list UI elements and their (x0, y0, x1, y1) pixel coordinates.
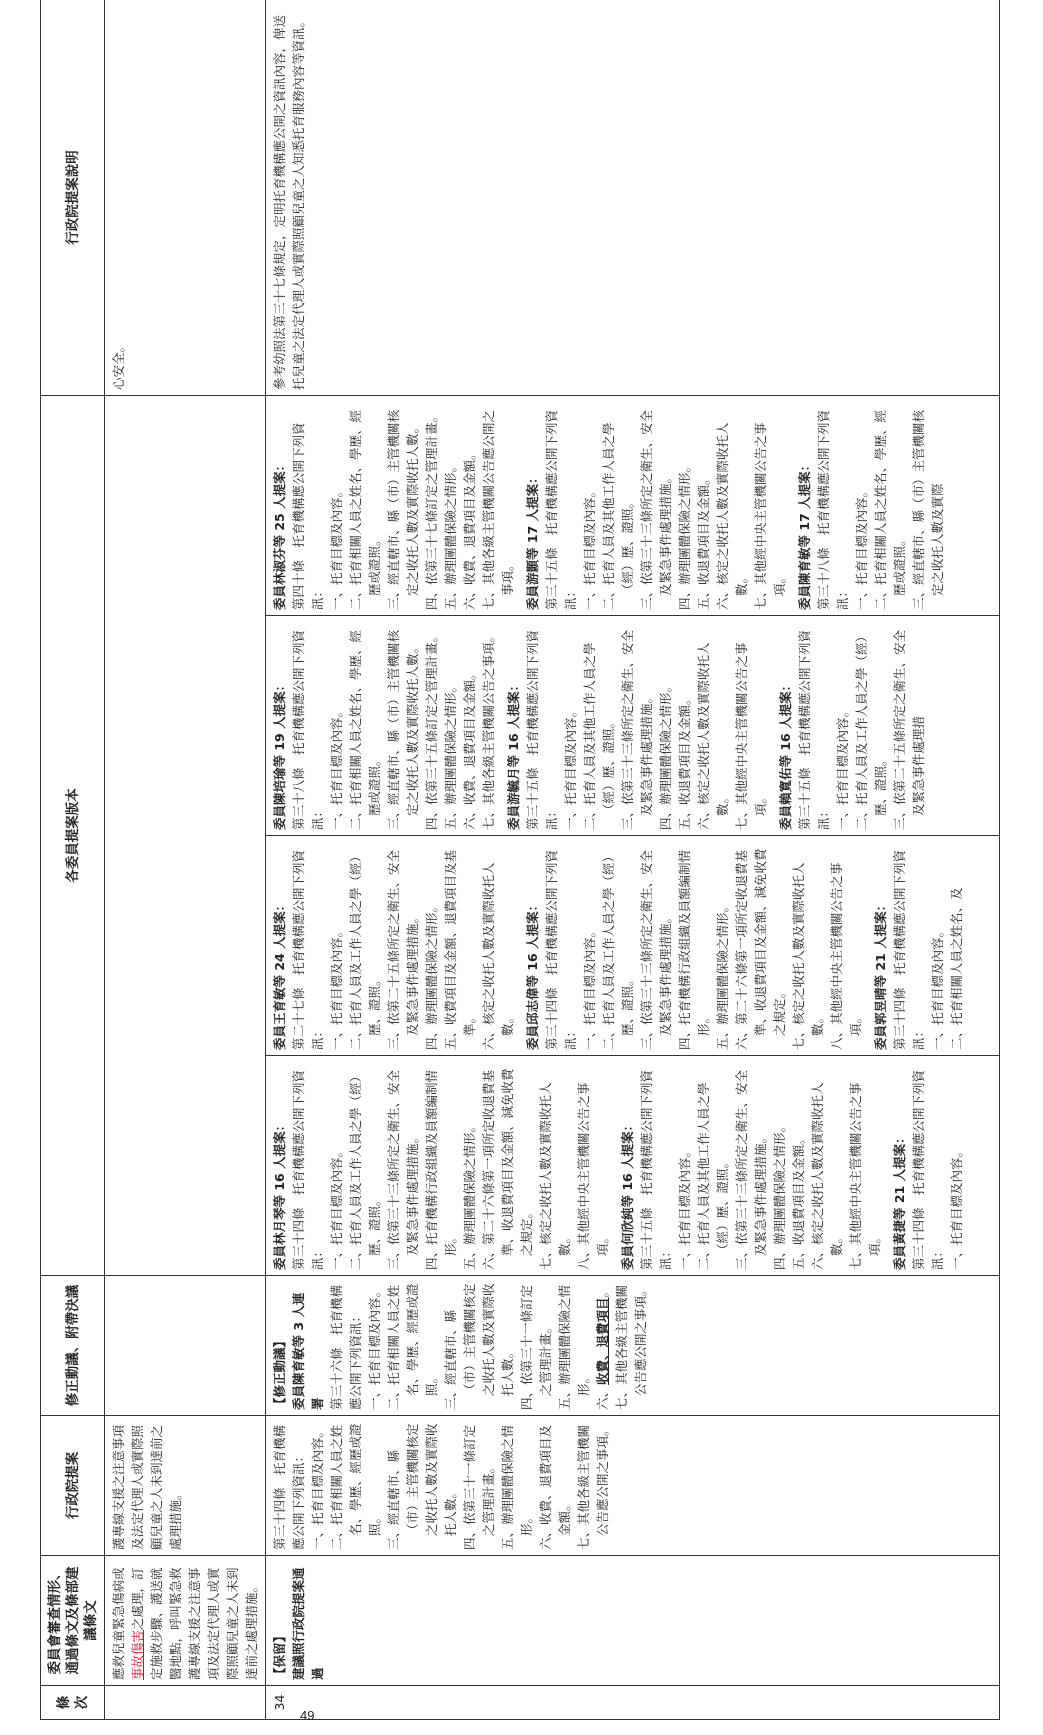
member-drafts-cell (105, 396, 266, 1276)
member-column-content (270, 1061, 966, 1270)
text-line: 三、依第三十三條所定之衛生、安全及緊急事件處理措施。 (734, 1069, 768, 1270)
text-line: 一、托育目標及內容。 (329, 484, 344, 610)
text-line: 六、核定之收托人數及實際收托人數。 (696, 642, 730, 830)
text-line: 一、托育目標及內容。 (835, 704, 850, 830)
text-line: 四、辦理團體保險之情形。 (658, 679, 673, 830)
text-line: 第三十四條 托育機構應公開下列資訊： (544, 849, 578, 1050)
member-proposal (871, 841, 966, 1050)
text-line: 七、核定之收托人數及實際收托人數。 (538, 1082, 572, 1270)
text-line: 六、核定之收托人數及實際收托人數。 (810, 1082, 844, 1270)
text-line: 二、托育人員及其他工作人員之學（經）歷、證照。 (696, 1082, 730, 1270)
reserve-tag: 【保留】 (272, 1629, 287, 1680)
member-proposal (776, 621, 928, 830)
member-proposal-title: 委員王育敏等 24 人提案： (272, 898, 287, 1050)
text-line: 五、辦理團體保險之情形。 (462, 1119, 477, 1270)
text-line: 七、其他經中央主管機關公告之事項。 (734, 642, 768, 830)
article-no-cell (105, 1686, 266, 1720)
text-line: 四、依第三十一條訂定之管理計畫。 (519, 1284, 553, 1410)
text-line: 七、其他經中央主管機關公告之事項。 (848, 1082, 882, 1270)
text-line: 六、收費、退費項目及金額。 (538, 1424, 572, 1550)
header-executive-explanation: 行政院提案說明 (41, 0, 105, 396)
text-line: 第四十條 托育機構應公開下列資訊： (291, 422, 325, 610)
text-line: 五、辦理團體保險之情形。 (557, 1284, 591, 1410)
text-line: 二、托育人員及其他工作人員之學（經）歷、證照。 (582, 642, 616, 830)
text-line: 一、托育目標及內容。 (329, 1144, 344, 1270)
header-committee-review: 委員會審查情形、通過條文及條部建議條文 (41, 1556, 105, 1686)
header-executive-draft: 行政院提案 (41, 1416, 105, 1556)
text-line: 第三十六條 托育機構應公開下列資訊： (329, 1284, 363, 1410)
text-line: 二、托育人員及其他工作人員之學（經）歷、證照。 (601, 422, 635, 610)
member-proposal-title: 委員陳育敏等 17 人提案： (797, 458, 812, 610)
committee-review-cell (266, 1556, 1000, 1686)
member-proposal (270, 1061, 612, 1270)
member-proposal-title: 委員邱志偉等 16 人提案： (525, 898, 540, 1050)
member-proposal-title: 委員林月琴等 16 人提案： (272, 1118, 287, 1270)
member-proposal-title: 委員賴寬佑等 16 人提案： (778, 678, 793, 830)
text-line: 五、收退費項目及金額。 (677, 692, 692, 830)
text-line: 四、辦理團體保險之情形。 (677, 459, 692, 610)
member-proposal (270, 621, 498, 830)
member-proposal-title: 委員何欣純等 16 人提案： (620, 1118, 635, 1270)
text-line: 三、依第三十三條所定之衛生、安全及緊急事件處理措施。 (639, 409, 673, 610)
member-column-3 (266, 616, 1000, 836)
committee-text-prefix: 應救兒童緊急傷病或 (111, 1567, 126, 1680)
text-line: 第二十七條 托育機構應公開下列資訊： (291, 849, 325, 1050)
text-line: 第三十五條 托育機構應公開下列資訊： (525, 629, 559, 830)
amendment-six-underlined: 收費、退費項目 (595, 1297, 610, 1385)
text-line: 一、托育目標及內容。 (310, 1424, 325, 1550)
explanation-cell: 心安全。 (105, 0, 266, 396)
text-line: 二、托育人員及工作人員之學（經）歷、證照。 (348, 1069, 382, 1270)
table-row-continued (105, 0, 266, 1720)
table-row-34 (266, 0, 1000, 1720)
text-line: 四、托育機構行政組織及員額編制情形。 (424, 1069, 458, 1270)
committee-review-cell (105, 1556, 266, 1686)
text-line: 七、其他各級主管機關公告應公開之事項。 (481, 409, 515, 610)
text-line: 四、依第三十七條訂定之管理計畫。 (424, 409, 439, 610)
member-column-1 (266, 1056, 1000, 1276)
member-proposal-title: 委員林淑芬等 25 人提案： (272, 458, 287, 610)
text-line: 五、辦理團體保險之情形。 (443, 459, 458, 610)
text-line: 二、托育相關人員之姓名、學歷、經歷或證照。 (329, 1423, 382, 1550)
committee-red-text: 事故傷害 (130, 1629, 145, 1680)
member-proposal (795, 401, 947, 610)
text-line: 一、托育目標及內容。 (854, 484, 869, 610)
member-proposal (523, 401, 789, 610)
amendment-item-seven: 七、其他各級主管機關公告應公開之事項。 (614, 1283, 648, 1410)
text-line: 五、收費項目及金額、退費項目及基準。 (443, 849, 477, 1050)
text-line: 六、收費、退費項目及金額。 (462, 447, 477, 610)
member-proposal-title: 委員陳培瑜等 19 人提案： (272, 678, 287, 830)
header-member-drafts: 各委員提案版本 (41, 396, 105, 1276)
text-line: 八、其他經中央主管機關公告之事項。 (576, 1082, 610, 1270)
text-line: 一、托育目標及內容。 (582, 484, 597, 610)
text-line: 三、經直轄市、縣（市）主管機關核定之收托人數及實際收托人數。 (386, 1423, 458, 1550)
text-line: 二、托育相關人員之姓名、學歷、經歷或證照。 (348, 629, 382, 830)
text-line: 第三十八條 托育機構應公開下列資訊： (816, 409, 850, 610)
committee-text-suffix: 之處理，訂定施救步驟、護送就醫地點，呼叫緊急救護專線支援之注意事項及法定代理人或實際照顧兒童之人未到達前之處理措施。 (130, 1567, 259, 1680)
text-line: 四、辦理團體保險之情形。 (772, 1119, 787, 1270)
executive-draft-cell (266, 1416, 1000, 1556)
member-column-content (270, 841, 966, 1050)
text-line: 六、核定之收托人數及實際收托人數。 (481, 862, 515, 1050)
text-line: 三、經直轄市、縣（市）主管機關核定之收托人數及實際收托人數。 (386, 629, 420, 830)
text-line: 一、托育目標及內容。 (329, 704, 344, 830)
text-line: 二、托育人員及工作人員之學（經）歷、證照。 (854, 629, 888, 830)
rotated-table-wrapper (40, 0, 1000, 1720)
text-line: 三、依第二十五條所定之衛生、安全及緊急事件處理措施。 (386, 849, 420, 1050)
text-line: 一、托育目標及內容。 (949, 1144, 964, 1270)
member-proposal (270, 841, 517, 1050)
header-amendment: 修正動議、附帶決議 (41, 1276, 105, 1416)
amendment-cell (266, 1276, 1000, 1416)
text-line: 八、其他經中央主管機關公告之事項。 (829, 862, 863, 1050)
member-proposal-title: 委員黃捷等 21 人提案： (892, 1131, 907, 1270)
text-line: 二、托育人員及工作人員之學（經）歷、證照。 (601, 849, 635, 1050)
text-line: 四、依第三十一條訂定之管理計畫。 (462, 1424, 496, 1550)
member-proposal-title: 委員游毓月等 16 人提案： (506, 678, 521, 830)
text-line: 三、依第二十五條所定之衛生、安全及緊急事件處理措 (892, 629, 926, 830)
text-line: 五、辦理團體保險之情形。 (500, 1424, 534, 1550)
text-line: 一、托育目標及內容。 (563, 704, 578, 830)
explanation-cell: 參考幼照法第三十七條規定，定明托育機構應公開之資訊內容，俾送托兒童之法定代理人或實際照顧兒童之人知悉托育服務內容等資訊。 (266, 0, 1000, 396)
text-line: 六、第二十六條第一項所定收退費基準、收退費項目及金額、減免收費之規定。 (481, 1068, 534, 1270)
text-line: 三、依第三十三條所定之衛生、安全及緊急事件處理措施。 (639, 849, 673, 1050)
text-line: 二、托育人員及工作人員之學（經）歷、證照。 (348, 849, 382, 1050)
text-line: 七、其他各級主管機關公告之事項。 (481, 629, 496, 830)
text-line: 二、托育相關人員之姓名、學歷、經歷或證照。 (386, 1283, 439, 1410)
text-line: 一、托育目標及內容。 (930, 924, 945, 1050)
text-line: 二、托育相關人員之姓名、學歷、經歷或證照。 (873, 409, 907, 610)
member-proposal-title: 委員游顥等 17 人提案： (525, 471, 540, 610)
text-line: 第三十四條 托育機構應公開下列資訊： (892, 849, 926, 1050)
text-line: 五、辦理團體保險之情形。 (715, 899, 730, 1050)
member-proposal (523, 841, 865, 1050)
text-line: 五、收退費項目及金額。 (791, 1132, 806, 1270)
text-line: 一、托育目標及內容。 (677, 1144, 692, 1270)
executive-draft-cell: 護專線支援之注意事項及法定代理人或實際照顧兒童之人未到達前之處理措施。 (105, 1416, 266, 1556)
amendment-tag: 【修正動議】 (272, 1334, 287, 1410)
text-line: 第三十四條 托育機構應公開下列資訊： (272, 1424, 306, 1550)
text-line: 二、托育相關人員之姓名、學歷、經歷或證照。 (348, 409, 382, 610)
member-proposal (890, 1061, 966, 1270)
amendment-proposer: 委員陳育敏等 3 人連署 (291, 1292, 325, 1410)
member-column-4 (266, 396, 1000, 616)
text-line: 第三十五條 托育機構應公開下列資訊： (639, 1069, 673, 1270)
text-line: 三、經直轄市、縣（市）主管機關核定之收托人數及實際收托人數。 (386, 409, 420, 610)
header-row (41, 0, 105, 1720)
amendment-lines (327, 1281, 593, 1410)
executive-lines (270, 1421, 612, 1550)
text-line: 七、核定之收托人數及實際收托人數。 (791, 862, 825, 1050)
article-no-cell: 34 (266, 1686, 1000, 1720)
header-article-no: 條次 (41, 1686, 105, 1720)
committee-recommendation: 建議照行政院提案通過 (291, 1567, 325, 1680)
text-line: 三、依第三十三條所定之衛生、安全及緊急事件處理措施。 (386, 1069, 420, 1270)
text-line: 七、其他經中央主管機關公告之事項。 (753, 422, 787, 610)
text-line: 四、托育機構行政組織及員額編制情形。 (677, 849, 711, 1050)
text-line: 七、其他各級主管機關公告應公開之事項。 (576, 1423, 610, 1550)
member-column-2 (266, 836, 1000, 1056)
text-line: 三、依第三十三條所定之衛生、安全及緊急事件處理措施。 (620, 629, 654, 830)
text-line: 第三十四條 托育機構應公開下列資訊： (291, 1069, 325, 1270)
page-number: 49 (300, 1708, 315, 1723)
text-line: 三、經直轄市、縣（市）主管機關核定之收托人數及實際收托人數。 (443, 1283, 515, 1410)
text-line: 二、托育相關人員之姓名、及 (949, 887, 964, 1050)
text-line: 第三十五條 托育機構應公開下列資訊： (797, 629, 831, 830)
member-column-content (270, 621, 928, 830)
member-proposal (270, 401, 517, 610)
member-proposal (618, 1061, 884, 1270)
text-line: 三、經直轄市、縣（市）主管機關核定之收托人數及實際 (911, 409, 945, 610)
text-line: 四、辦理團體保險之情形。 (424, 899, 439, 1050)
text-line: 六、第二十六條第一項所定收退費基準、收退費項目及金額、減免收費之規定。 (734, 848, 787, 1050)
member-column-content (270, 401, 947, 610)
text-line: 第三十四條 托育機構應公開下列資訊： (911, 1069, 945, 1270)
member-proposal (504, 621, 770, 830)
text-line: 第三十八條 托育機構應公開下列資訊： (291, 629, 325, 830)
text-line: 六、收費、退費項目及金額。 (462, 667, 477, 830)
text-line: 五、辦理團體保險之情形。 (443, 679, 458, 830)
text-line: 一、托育目標及內容。 (582, 924, 597, 1050)
member-proposal-title: 委員郭昱晴等 21 人提案： (873, 898, 888, 1050)
comparison-table (40, 0, 1000, 1720)
text-line: 一、托育目標及內容。 (367, 1284, 382, 1410)
text-line: 四、依第三十五條訂定之管理計畫。 (424, 629, 439, 830)
text-line: 五、收退費項目及金額。 (696, 472, 711, 610)
text-line: 六、核定之收托人數及實際收托人數。 (715, 422, 749, 610)
amendment-cell (105, 1276, 266, 1416)
text-line: 第三十五條 托育機構應公開下列資訊： (544, 409, 578, 610)
amendment-item-six: 六、收費、退費項目。 (595, 1284, 610, 1410)
text-line: 一、托育目標及內容。 (329, 924, 344, 1050)
